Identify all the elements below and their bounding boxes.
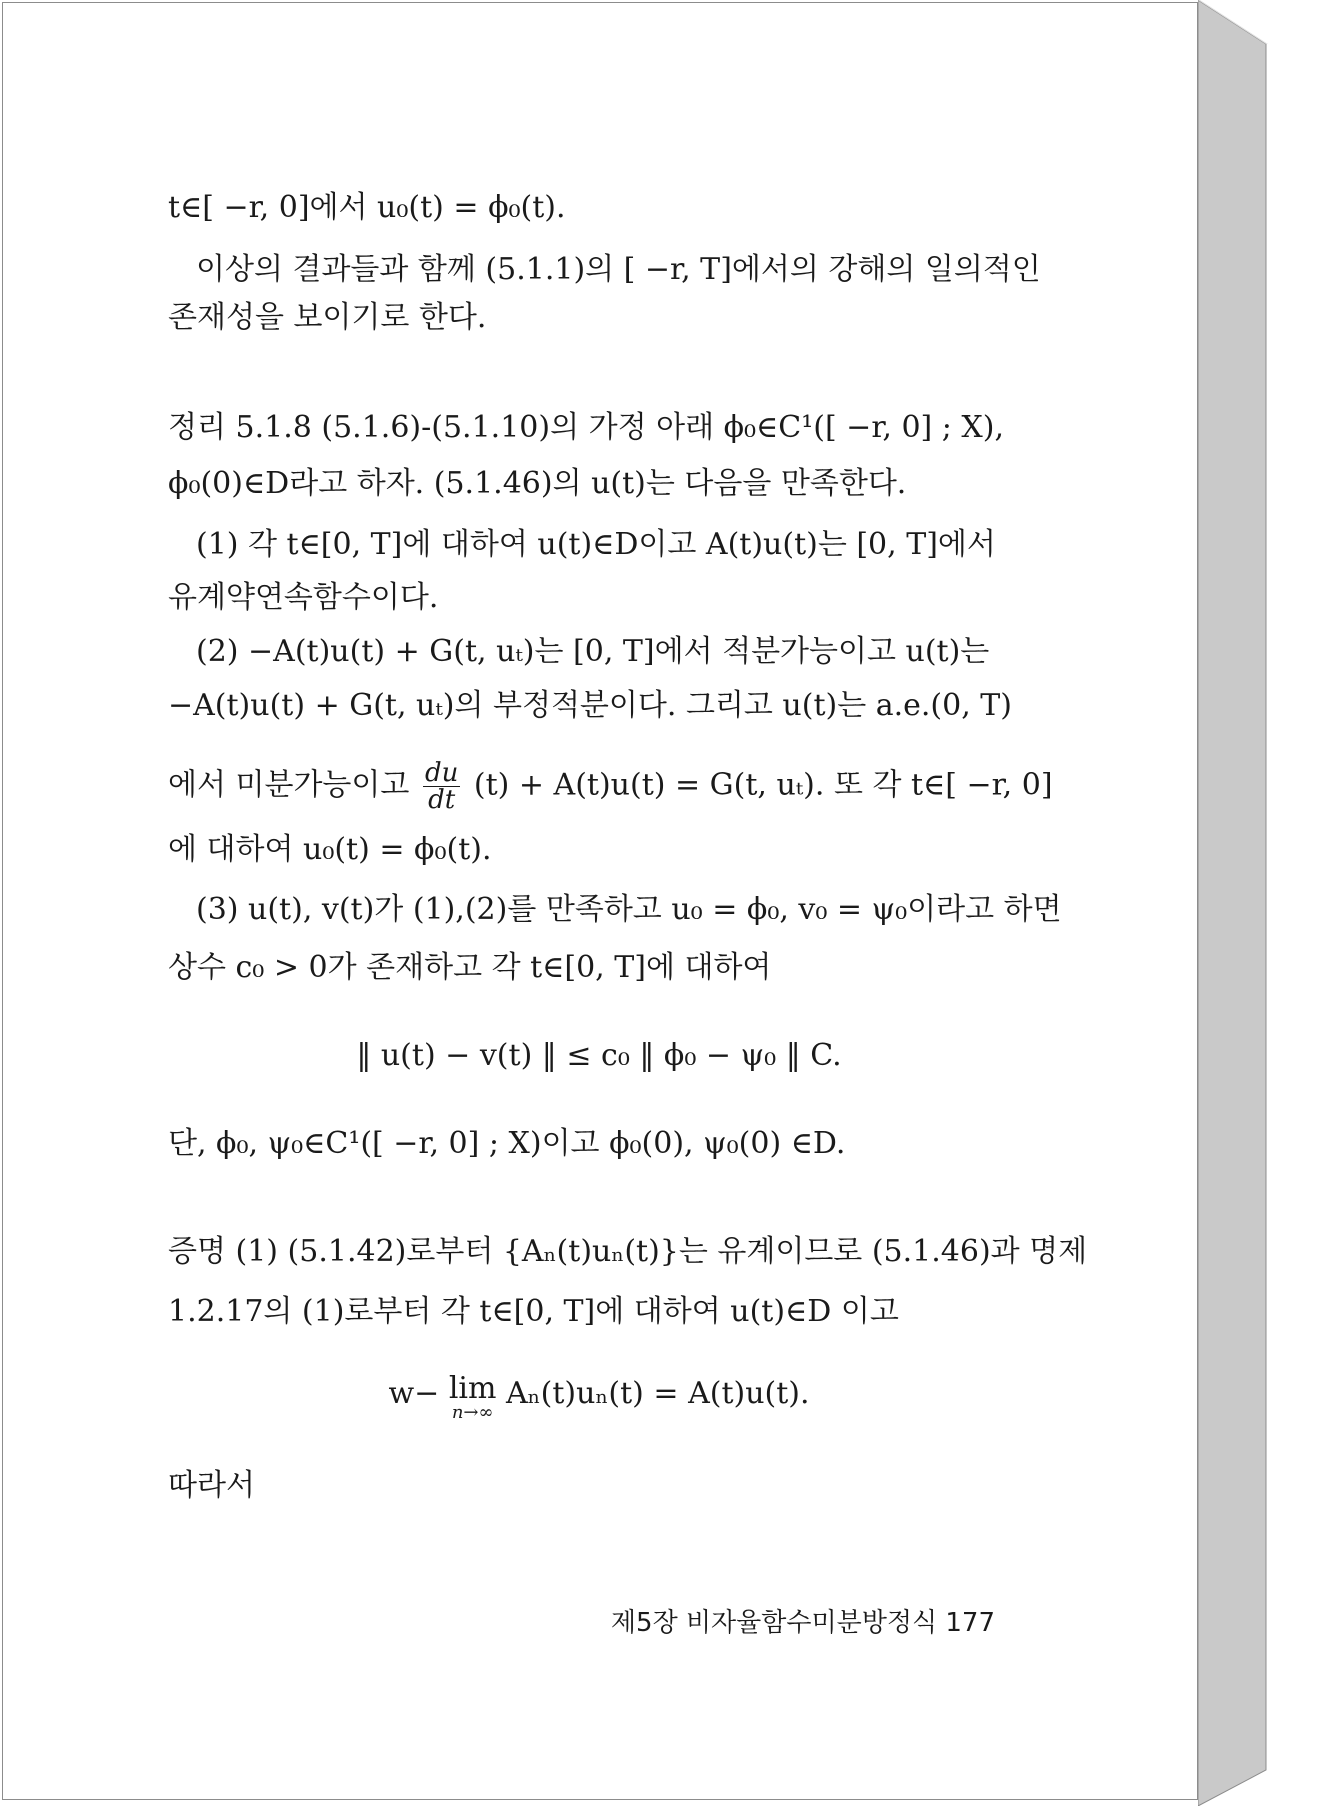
book-spine	[1198, 0, 1288, 1806]
text-line-1: t∈[ −r, 0]에서 u₀(t) = ϕ₀(t).	[168, 190, 566, 225]
text-line-17: 따라서	[168, 1468, 255, 1503]
equation-estimate: ‖ u(t) − v(t) ‖ ≤ c₀ ‖ ϕ₀ − ψ₀ ‖ C.	[356, 1038, 842, 1073]
text-line-10-start: 에서 미분가능이고	[168, 767, 410, 803]
fraction-numerator: du	[424, 758, 459, 788]
text-line-9: −A(t)u(t) + G(t, uₜ)의 부정적분이다. 그리고 u(t)는 a.e.(0, T)	[168, 688, 1013, 723]
item-1: (1) 각 t∈[0, T]에 대하여 u(t)∈D이고 A(t)u(t)는 [0, T]에서	[196, 527, 996, 562]
text-line-2: 이상의 결과들과 함께 (5.1.1)의 [ −r, T]에서의 강해의 일의적인	[196, 252, 1041, 287]
limit-word: lim	[448, 1371, 497, 1406]
fraction-denominator: dt	[428, 785, 456, 815]
limit-operator	[448, 1371, 497, 1423]
proof-heading: 증명 (1) (5.1.42)로부터 {Aₙ(t)uₙ(t)}는 유계이므로 (5.1.46)과 명제	[168, 1234, 1088, 1269]
text-line-16: 1.2.17의 (1)로부터 각 t∈[0, T]에 대하여 u(t)∈D 이고	[168, 1294, 899, 1329]
item-2: (2) −A(t)u(t) + G(t, uₜ)는 [0, T]에서 적분가능이고 u(t)는	[196, 634, 990, 669]
equation-limit	[0, 1371, 1198, 1423]
item-3: (3) u(t), v(t)가 (1),(2)를 만족하고 u₀ = ϕ₀, v₀ = ψ₀이라고 하면	[196, 892, 1062, 927]
text-line-7: 유계약연속함수이다.	[168, 580, 439, 615]
text-line-13: 상수 c₀ > 0가 존재하고 각 t∈[0, T]에 대하여	[168, 950, 772, 985]
text-line-10	[168, 760, 1053, 813]
text-line-11: 에 대하여 u₀(t) = ϕ₀(t).	[168, 832, 492, 867]
page-footer: 제5장 비자율함수미분방정식 177	[610, 1608, 995, 1638]
text-line-3: 존재성을 보이기로 한다.	[168, 300, 487, 335]
text-line-14: 단, ϕ₀, ψ₀∈C¹([ −r, 0] ; X)이고 ϕ₀(0), ψ₀(0) ∈D.	[168, 1126, 846, 1161]
text-line-10-end: (t) + A(t)u(t) = G(t, uₜ). 또 각 t∈[ −r, 0]	[473, 767, 1053, 803]
derivative-fraction	[423, 760, 460, 813]
equation-limit-prefix: w−	[388, 1376, 440, 1411]
theorem-heading: 정리 5.1.8 (5.1.6)-(5.1.10)의 가정 아래 ϕ₀∈C¹([ −r, 0] ; X),	[168, 410, 1005, 445]
limit-subscript: n→∞	[451, 1402, 494, 1423]
equation-limit-body: Aₙ(t)uₙ(t) = A(t)u(t).	[506, 1376, 810, 1411]
text-line-5: ϕ₀(0)∈D라고 하자. (5.1.46)의 u(t)는 다음을 만족한다.	[168, 466, 907, 501]
